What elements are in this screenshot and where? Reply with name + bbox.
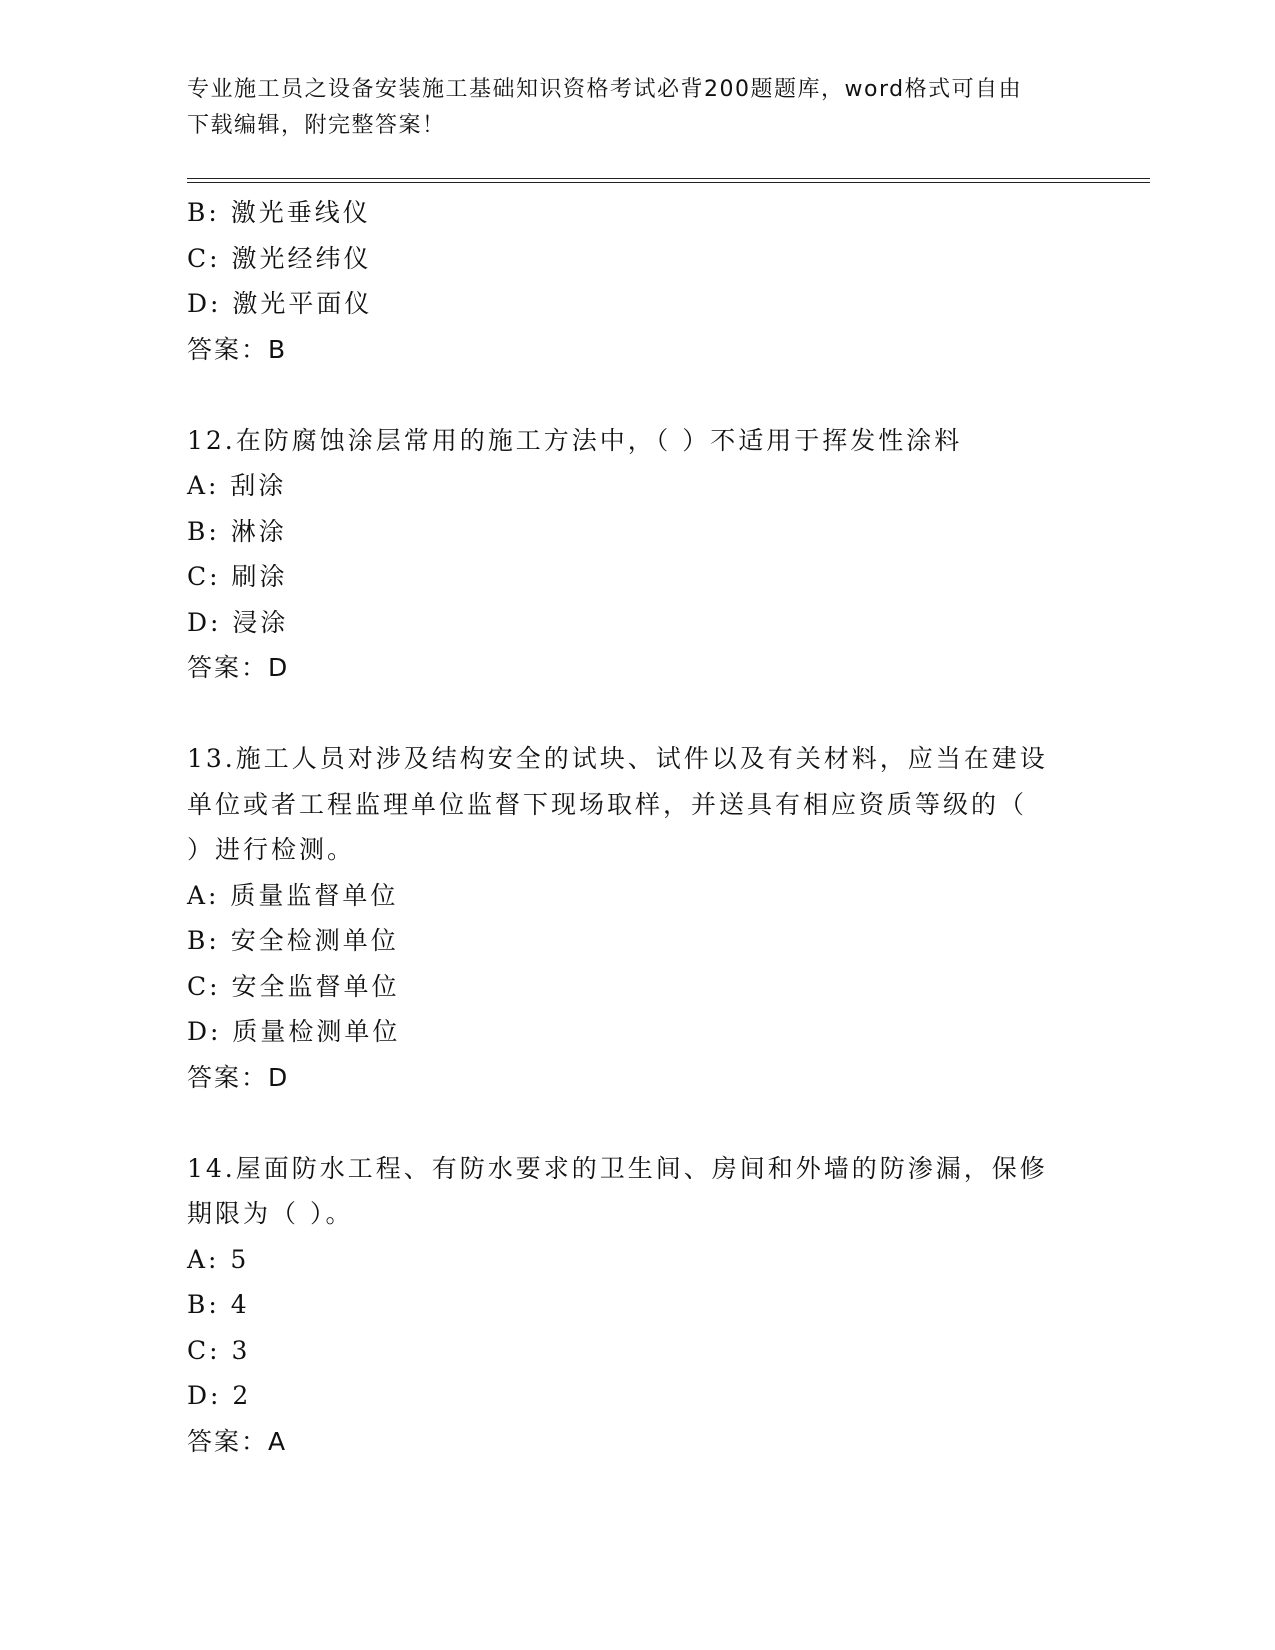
option-c: C: 3: [187, 1335, 251, 1365]
option-c: C: 激光经纬仪: [187, 243, 372, 273]
question-12: [187, 418, 1087, 691]
option-b: B: 安全检测单位: [187, 926, 399, 955]
question-list: [187, 190, 1087, 1464]
option-a: A: 质量监督单位: [187, 880, 399, 910]
option-d: D: 浸涂: [187, 607, 289, 637]
question-stem-line-1: 14.屋面防水工程、有防水要求的卫生间、房间和外墙的防渗漏，保修: [187, 1153, 1048, 1183]
option-d: D: 质量检测单位: [187, 1017, 401, 1046]
option-c: C: 安全监督单位: [187, 971, 400, 1001]
question-stem: 12.在防腐蚀涂层常用的施工方法中，（ ）不适用于挥发性涂料: [187, 425, 963, 455]
question-stem-line-3: ）进行检测。: [187, 835, 356, 864]
option-a: A: 5: [187, 1244, 250, 1274]
question-stem-line-1: 13.施工人员对涉及结构安全的试块、试件以及有关材料，应当在建设: [187, 744, 1048, 773]
spacer: [187, 372, 1087, 418]
header-divider-bottom: [187, 182, 1150, 183]
option-b: B: 4: [187, 1290, 250, 1319]
header-line-1: 专业施工员之设备安装施工基础知识资格考试必背200题题库，word格式可自由: [187, 77, 1023, 102]
answer-line: 答案：D: [187, 653, 290, 682]
spacer: [187, 1100, 1087, 1146]
answer-line: 答案：B: [187, 334, 288, 364]
spacer: [187, 691, 1087, 737]
header-divider-top: [187, 178, 1150, 179]
question-13: [187, 736, 1087, 1100]
document-header: [187, 72, 1087, 144]
option-b: B: 淋涂: [187, 516, 287, 546]
question-stem-line-2: 期限为（ ）。: [187, 1199, 354, 1228]
answer-line: 答案：D: [187, 1062, 290, 1092]
option-b: B: 激光垂线仪: [187, 198, 371, 227]
question-14: [187, 1146, 1087, 1465]
option-c: C: 刷涂: [187, 562, 288, 591]
question-stem-line-2: 单位或者工程监理单位监督下现场取样，并送具有相应资质等级的（: [187, 789, 1028, 819]
option-d: D: 2: [187, 1381, 252, 1410]
header-line-2: 下载编辑，附完整答案！: [187, 113, 446, 138]
option-d: D: 激光平面仪: [187, 289, 373, 318]
option-a: A: 刮涂: [187, 471, 287, 500]
answer-line: 答案：A: [187, 1426, 288, 1456]
question-fragment: [187, 190, 1087, 372]
